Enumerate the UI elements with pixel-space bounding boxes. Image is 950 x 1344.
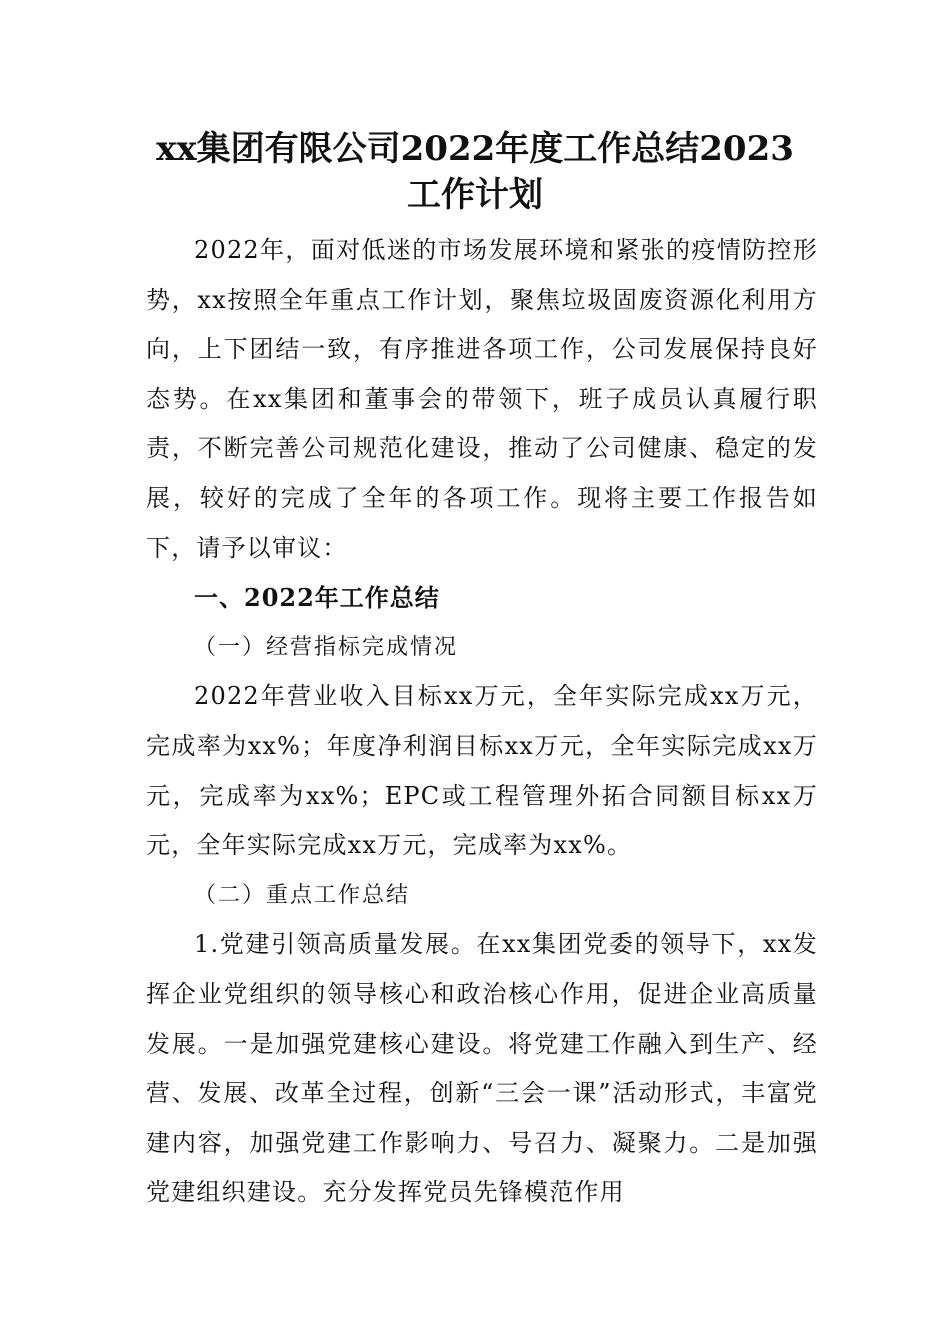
document-body [146,226,818,1218]
subsection-heading-indicators: （一）经营指标完成情况 [194,634,459,660]
title-line-1: xx集团有限公司2022年度工作总结2023 [156,129,794,169]
indicators-paragraph: 2022年营业收入目标xx万元，全年实际完成xx万元，完成率为xx%；年度净利润目标xx万元，全年实际完成xx万元，完成率为xx%；EPC或工程管理外拓合同额目标xx万元，全年实际完成xx万元，完成率为xx%。 [146,682,818,860]
party-building-paragraph: 1.党建引领高质量发展。在xx集团党委的领导下，xx发挥企业党组织的领导核心和政治核心作用，促进企业高质量发展。一是加强党建核心建设。将党建工作融入到生产、经营、发展、改革全过程，创新“三会一课”活动形式，丰富党建内容，加强党建工作影响力、号召力、凝聚力。二是加强党建组织建设。充分发挥党员先锋模范作用 [146,930,818,1207]
subsection-heading-key-work: （二）重点工作总结 [194,882,411,908]
title-line-2: 工作计划 [407,175,543,215]
section-heading-summary: 一、2022年工作总结 [194,583,440,613]
intro-paragraph: 2022年，面对低迷的市场发展环境和紧张的疫情防控形势，xx按照全年重点工作计划，聚焦垃圾固废资源化利用方向，上下团结一致，有序推进各项工作，公司发展保持良好态势。在xx集团和董事会的带领下，班子成员认真履行职责，不断完善公司规范化建设，推动了公司健康、稳定的发展，较好的完成了全年的各项工作。现将主要工作报告如下，请予以审议： [146,236,818,562]
document-title [140,126,810,218]
